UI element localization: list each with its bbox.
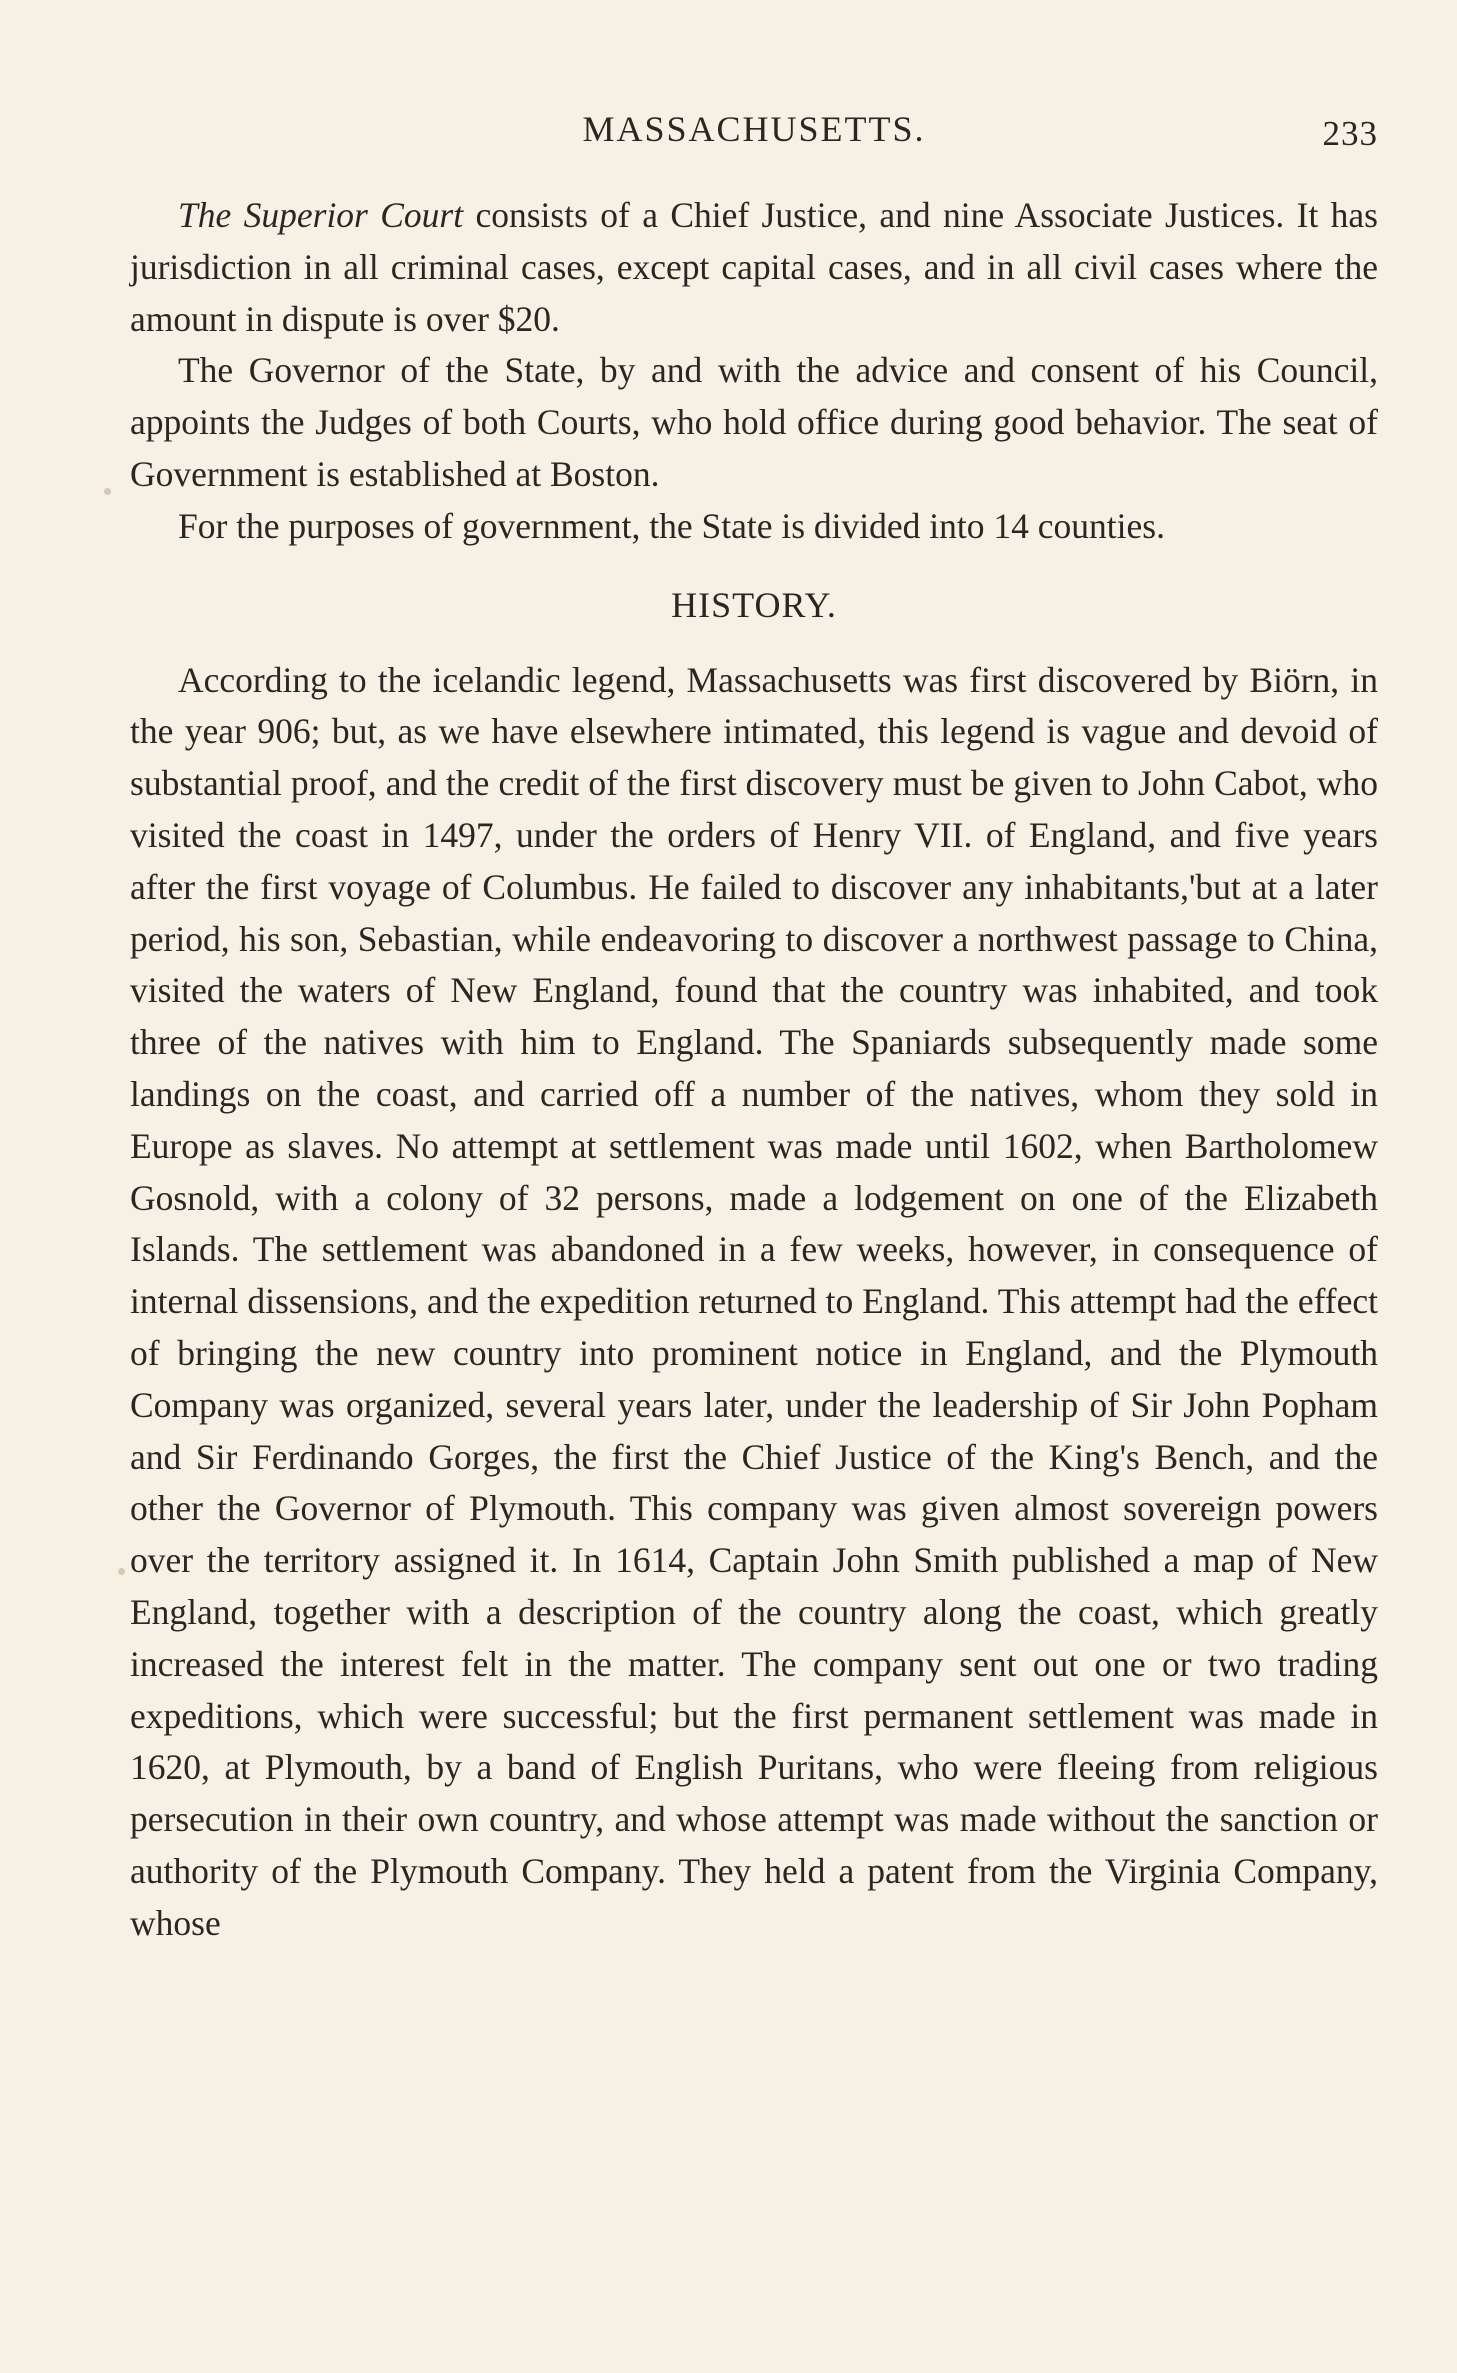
- paragraph-counties: For the purposes of government, the State is divided into 14 counties.: [178, 505, 1165, 546]
- body-text: [130, 190, 1378, 1950]
- paragraph-text: consists of a Chief Justice, and nine Associate Justices. It has jurisdiction in all criminal cases, except capital cases, and in all civil cases where the amount in dispute is over $20.: [130, 195, 1378, 339]
- paragraph-governor: The Governor of the State, by and with the advice and consent of his Council, appoints the Judges of both Courts, who hold office during good behavior. The seat of Government is established at Boston.: [130, 350, 1378, 494]
- paper-speck: [118, 1568, 125, 1575]
- running-title: MASSACHUSETTS.: [582, 109, 926, 149]
- italic-lead: The Superior Court: [178, 195, 464, 235]
- section-heading: HISTORY.: [671, 584, 837, 625]
- paragraph-superior-court: [130, 190, 1378, 345]
- page-number: 233: [1322, 114, 1378, 153]
- running-head: [130, 108, 1378, 158]
- paper-speck: [104, 488, 111, 495]
- history-section: [130, 655, 1378, 1950]
- history-paragraph: According to the icelandic legend, Massachusetts was first discovered by Biörn, in the year 906; but, as we have elsewhere intimated, this legend is vague and devoid of substantial proof, and the credit of the first discovery must be given to John Cabot, who visited the coast in 1497, under the orders of Henry VII. of England, and five years after the first voyage of Columbus. He failed to discover any inhabitants,'but at a later period, his son, Sebastian, while endeavoring to discover a northwest passage to China, visited the waters of New England, found that the country was inhabited, and took three of the natives with him to England. The Spaniards subsequently made some landings on the coast, and carried off a number of the natives, whom they sold in Europe as slaves. No attempt at settlement was made until 1602, when Bartholomew Gosnold, with a colony of 32 persons, made a lodgement on one of the Elizabeth Islands. The settlement was abandoned in a few weeks, however, in consequence of internal dissensions, and the expedition returned to England. This attempt had the effect of bringing the new country into prominent notice in England, and the Plymouth Company was organized, several years later, under the leadership of Sir John Popham and Sir Ferdinando Gorges, the first the Chief Justice of the King's Bench, and the other the Governor of Plymouth. This company was given almost sovereign powers over the territory assigned it. In 1614, Captain John Smith published a map of New England, together with a description of the country along the coast, which greatly increased the interest felt in the matter. The company sent out one or two trading expeditions, which were successful; but the first permanent settlement was made in 1620, at Plymouth, by a band of English Puritans, who were fleeing from religious persecution in their own country, and whose attempt was made without the sanction or authority of the Plymouth Company. They held a patent from the Virginia Company, whose: [130, 659, 1378, 1943]
